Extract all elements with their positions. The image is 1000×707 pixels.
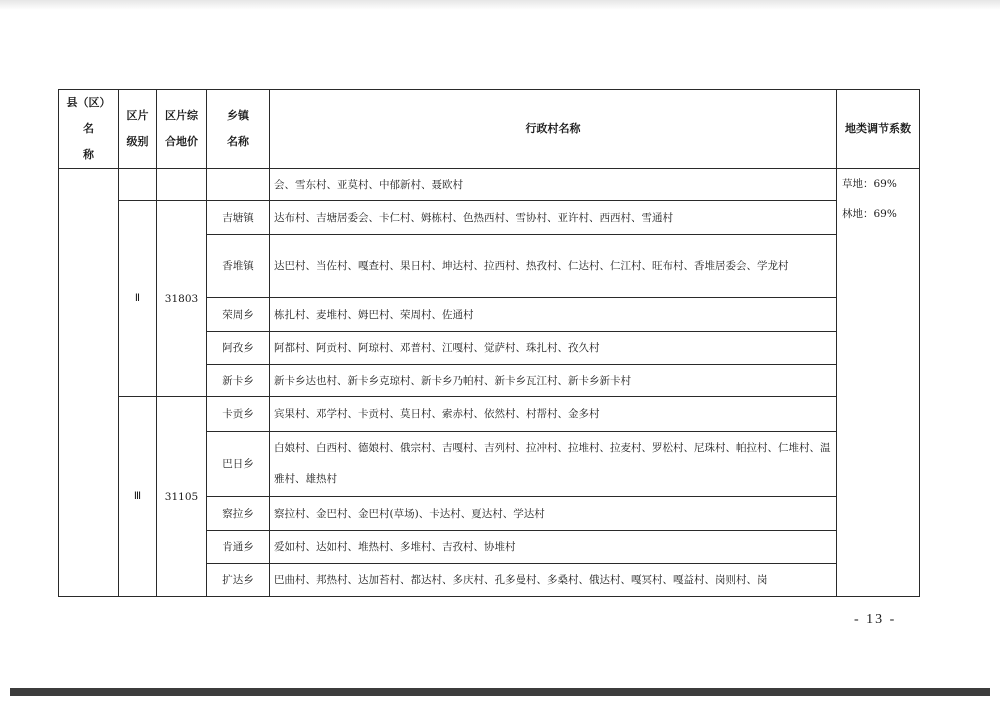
header-price-line2: 合地价 bbox=[165, 135, 198, 148]
table-row bbox=[59, 397, 920, 432]
header-county-line2: 称 bbox=[83, 148, 94, 161]
village-cell: 会、雪东村、亚莫村、中郁新村、聂欧村 bbox=[270, 169, 837, 201]
page-number: - 13 - bbox=[854, 612, 897, 627]
header-county-line1: 县（区）名 bbox=[66, 96, 111, 135]
town-cell: 阿孜乡 bbox=[207, 332, 270, 365]
table-header-row bbox=[59, 90, 920, 169]
town-cell: 扩达乡 bbox=[207, 564, 270, 597]
village-cell: 宾果村、邓学村、卡贡村、莫日村、索赤村、依然村、村帮村、金多村 bbox=[270, 397, 837, 432]
coef-cell bbox=[837, 169, 920, 597]
table-row bbox=[59, 201, 920, 235]
header-coef: 地类调节系数 bbox=[837, 90, 920, 169]
village-cell: 栋扎村、麦堆村、姆巴村、荣周村、佐通村 bbox=[270, 298, 837, 332]
scan-edge-bottom bbox=[10, 688, 990, 696]
town-cell: 卡贡乡 bbox=[207, 397, 270, 432]
town-cell-empty bbox=[207, 169, 270, 201]
header-level-line2: 级别 bbox=[126, 135, 149, 148]
level-cell: Ⅲ bbox=[119, 397, 157, 597]
town-cell: 新卡乡 bbox=[207, 365, 270, 397]
town-cell: 荣周乡 bbox=[207, 298, 270, 332]
level-cell-empty bbox=[119, 169, 157, 201]
coef-grass: 草地：69% bbox=[842, 178, 897, 190]
header-price bbox=[157, 90, 207, 169]
header-level bbox=[119, 90, 157, 169]
county-cell bbox=[59, 169, 119, 597]
scan-edge-top bbox=[0, 0, 1000, 10]
level-cell: Ⅱ bbox=[119, 201, 157, 397]
village-cell: 达巴村、当佐村、嘎查村、果日村、坤达村、拉西村、热孜村、仁达村、仁江村、旺布村、香堆居委会、学龙村 bbox=[270, 235, 837, 298]
town-cell: 肯通乡 bbox=[207, 531, 270, 564]
town-cell: 香堆镇 bbox=[207, 235, 270, 298]
header-town-line2: 名称 bbox=[227, 135, 249, 148]
town-cell: 察拉乡 bbox=[207, 497, 270, 531]
header-county bbox=[59, 90, 119, 169]
header-price-line1: 区片综 bbox=[165, 109, 198, 122]
village-cell: 达布村、吉塘居委会、卡仁村、姆栋村、色热西村、雪协村、亚许村、西西村、雪通村 bbox=[270, 201, 837, 235]
price-cell-empty bbox=[157, 169, 207, 201]
price-cell: 31803 bbox=[157, 201, 207, 397]
village-cell: 新卡乡达也村、新卡乡克琼村、新卡乡乃帕村、新卡乡瓦江村、新卡乡新卡村 bbox=[270, 365, 837, 397]
village-cell: 白娘村、白西村、德娘村、俄宗村、吉嘎村、吉列村、拉冲村、拉堆村、拉麦村、罗松村、尼珠村、帕拉村、仁堆村、温雅村、雄热村 bbox=[270, 432, 837, 497]
coef-forest: 林地：69% bbox=[842, 208, 897, 220]
price-cell: 31105 bbox=[157, 397, 207, 597]
header-town-line1: 乡镇 bbox=[227, 109, 249, 122]
header-level-line1: 区片 bbox=[126, 109, 149, 122]
village-cell: 阿都村、阿贡村、阿琼村、邓普村、江嘎村、觉萨村、珠扎村、孜久村 bbox=[270, 332, 837, 365]
village-cell: 察拉村、金巴村、金巴村(草场)、卡达村、夏达村、学达村 bbox=[270, 497, 837, 531]
land-price-table bbox=[58, 89, 920, 597]
village-cell: 爱如村、达如村、堆热村、多堆村、吉孜村、协堆村 bbox=[270, 531, 837, 564]
village-cell: 巴曲村、邦热村、达加苔村、都达村、多庆村、孔多曼村、多桑村、俄达村、嘎冥村、嘎益村、岗则村、岗 bbox=[270, 564, 837, 597]
header-village: 行政村名称 bbox=[270, 90, 837, 169]
town-cell: 吉塘镇 bbox=[207, 201, 270, 235]
header-town bbox=[207, 90, 270, 169]
town-cell: 巴日乡 bbox=[207, 432, 270, 497]
table-row bbox=[59, 169, 920, 201]
